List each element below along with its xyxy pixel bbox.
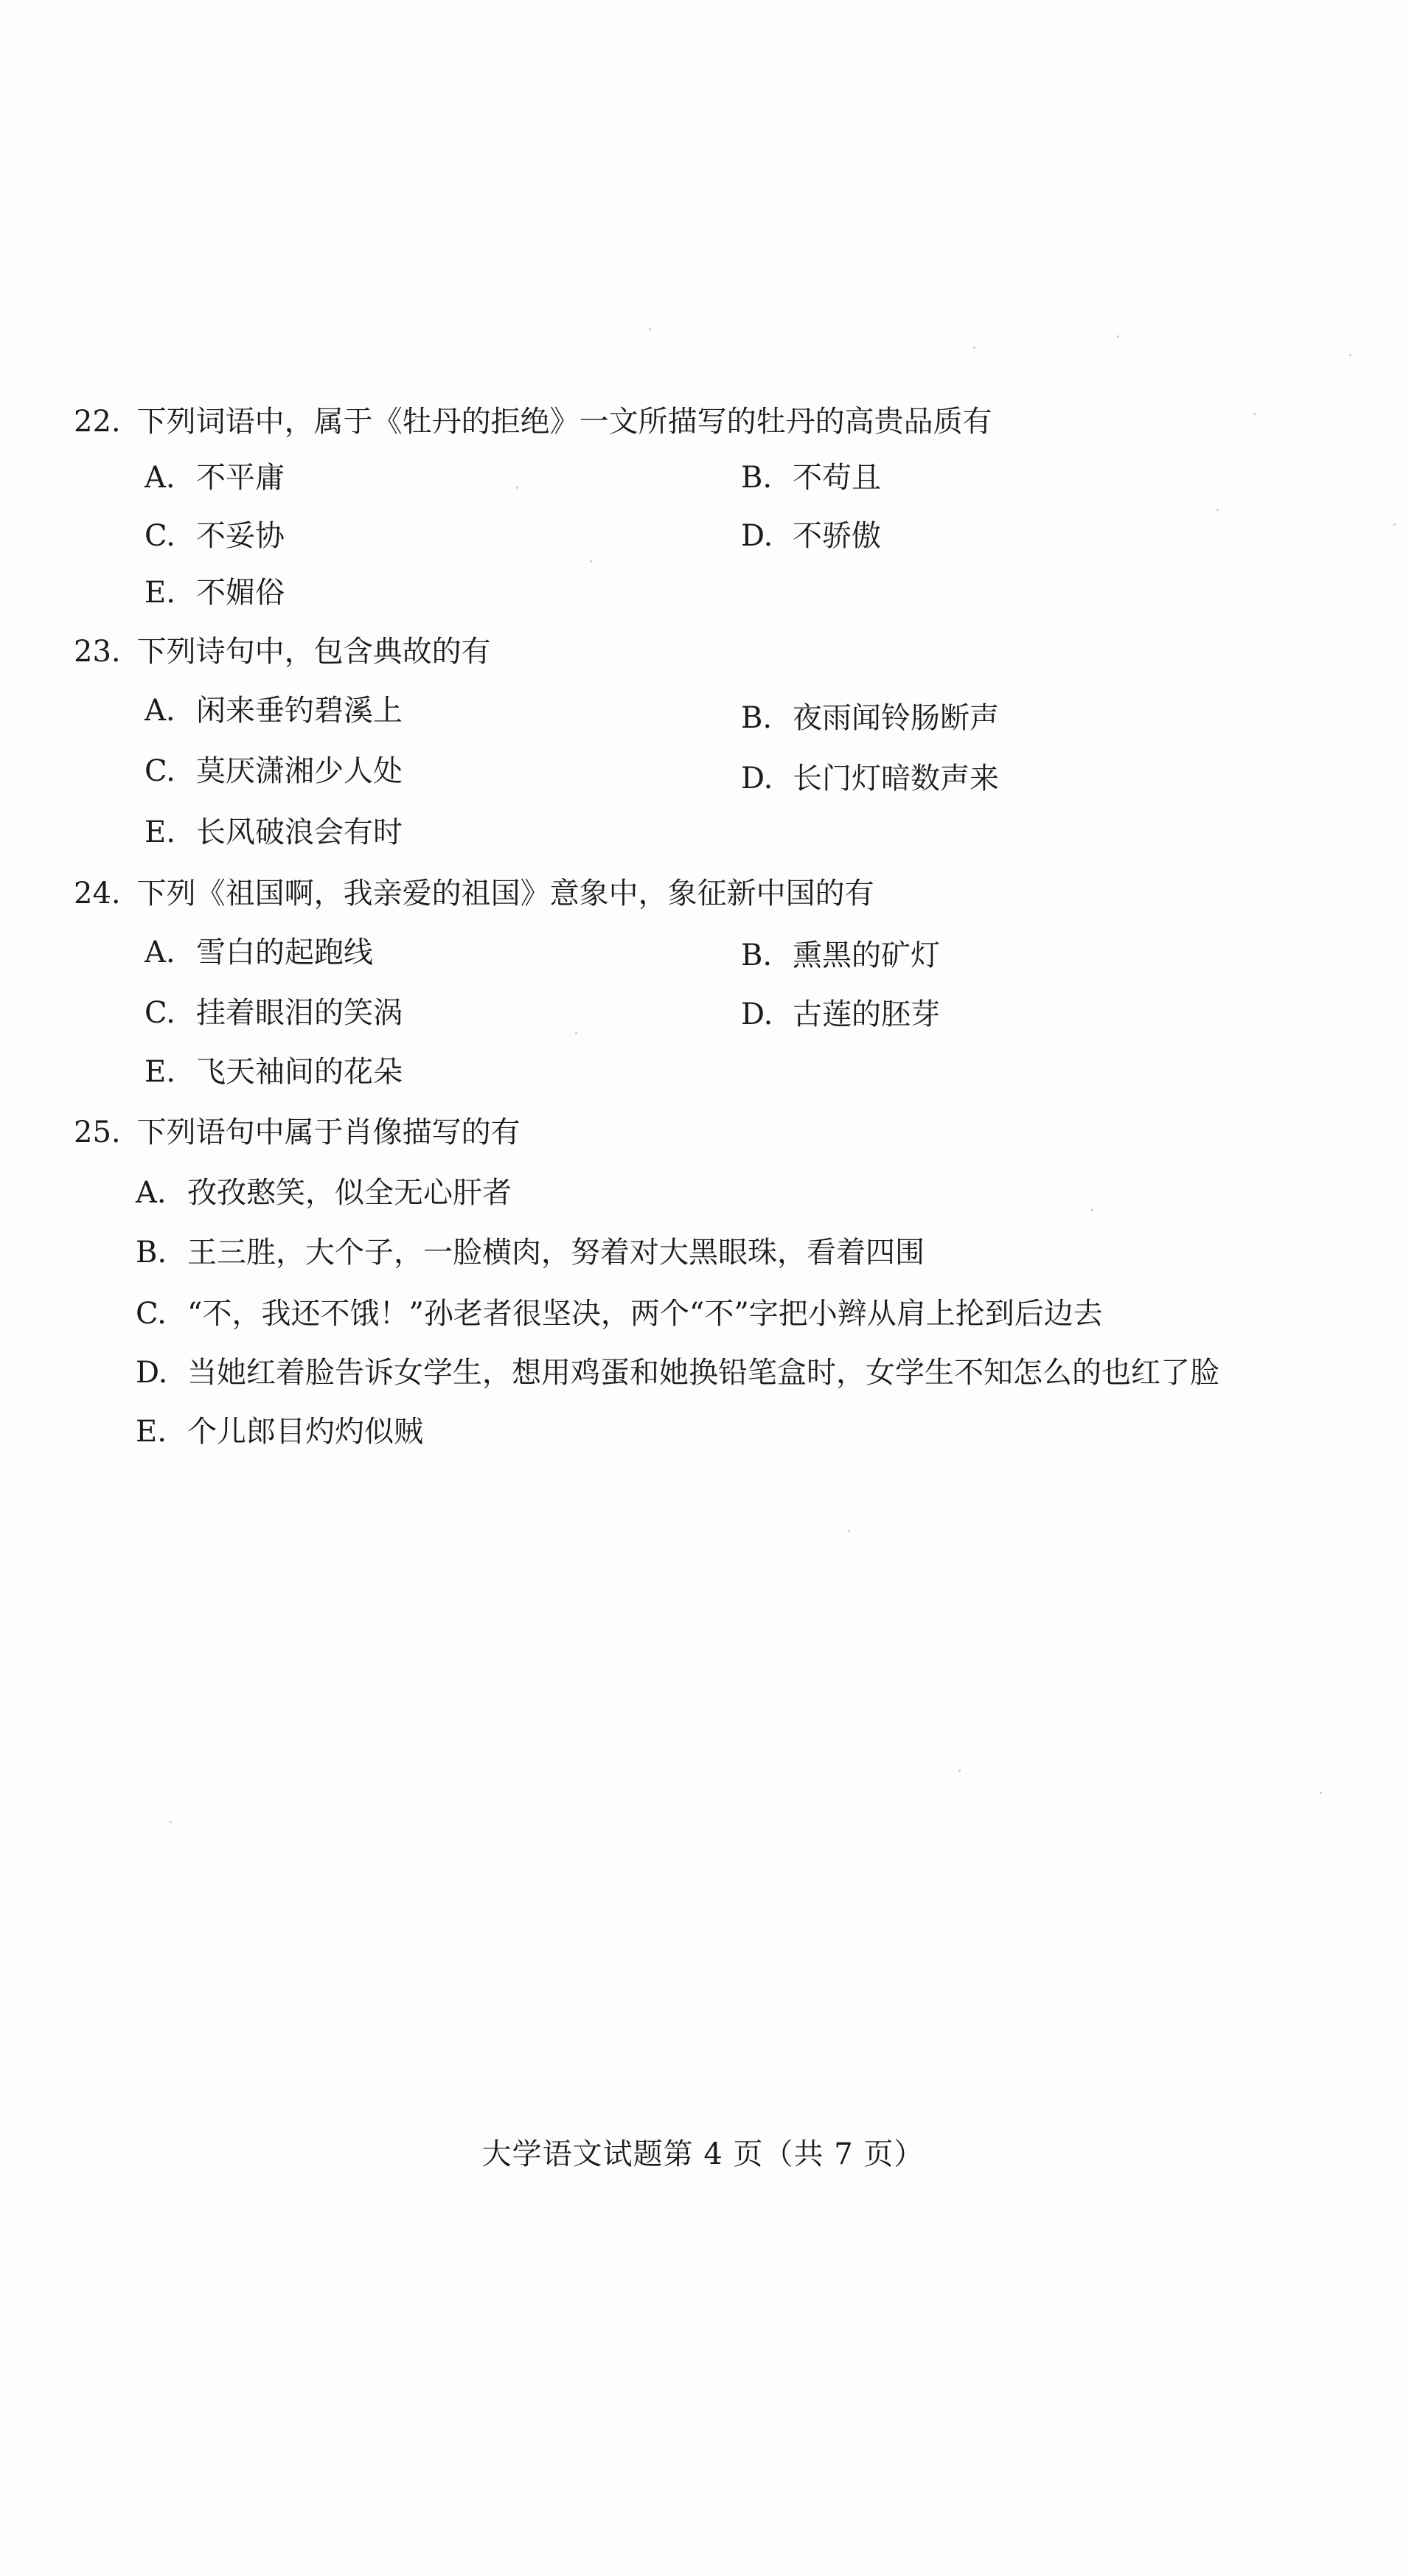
option-b: [741, 700, 999, 736]
question-text: 下列《祖国啊，我亲爱的祖国》意象中，象征新中国的有: [136, 877, 874, 911]
scan-speck: [1217, 509, 1219, 511]
option-c: [145, 995, 403, 1031]
option-text: 不妥协: [196, 519, 285, 553]
option-letter: B.: [741, 701, 773, 735]
option-c: [145, 753, 403, 789]
option-text: 王三胜，大个子，一脸横肉，努着对大黑眼珠，看着四围: [187, 1236, 925, 1270]
option-letter: B.: [136, 1236, 167, 1270]
option-letter: B.: [741, 461, 773, 495]
option-c: [136, 1296, 1103, 1331]
option-letter: D.: [741, 998, 773, 1031]
scan-speck: [848, 1530, 850, 1532]
option-a: [145, 935, 373, 970]
question-number: 23.: [74, 635, 121, 669]
option-b: [741, 460, 881, 495]
option-letter: D.: [136, 1356, 168, 1390]
option-e: [145, 575, 285, 610]
option-c: [145, 518, 285, 554]
scan-speck: [1320, 1792, 1322, 1794]
scan-speck: [958, 1769, 961, 1772]
option-text: “不，我还不饿！”孙老者很坚决，两个“不”字把小辫从肩上抡到后边去: [187, 1297, 1103, 1331]
scan-speck: [1253, 413, 1256, 415]
scan-speck: [1393, 523, 1396, 526]
option-text: 不苟且: [793, 461, 881, 495]
scan-speck: [170, 1821, 172, 1823]
option-text: 孜孜憨笑，似全无心肝者: [187, 1176, 512, 1210]
option-letter: A.: [136, 1176, 167, 1210]
scan-speck: [1349, 354, 1351, 356]
option-text: 长门灯暗数声来: [793, 762, 999, 796]
question-number: 24.: [74, 877, 121, 911]
option-e: [136, 1414, 423, 1449]
option-d: [741, 997, 940, 1032]
question-stem: [74, 404, 992, 439]
option-letter: A.: [145, 461, 175, 495]
question-text: 下列诗句中，包含典故的有: [136, 635, 491, 669]
question-number: 22.: [74, 405, 121, 439]
option-text: 不骄傲: [793, 519, 881, 553]
option-letter: E.: [136, 1415, 167, 1449]
option-e: [145, 815, 403, 850]
option-text: 挂着眼泪的笑涡: [196, 996, 403, 1030]
option-text: 飞天袖间的花朵: [196, 1055, 403, 1089]
scan-speck: [973, 347, 975, 349]
option-text: 不媚俗: [196, 576, 285, 610]
option-text: 当她红着脸告诉女学生，想用鸡蛋和她换铅笔盒时，女学生不知怎么的也红了脸: [187, 1356, 1219, 1390]
option-b: [741, 938, 940, 973]
option-letter: C.: [145, 754, 175, 788]
option-text: 古莲的胚芽: [793, 998, 940, 1031]
scan-speck: [1091, 1209, 1093, 1211]
option-letter: B.: [741, 939, 773, 972]
option-letter: C.: [136, 1297, 167, 1331]
option-text: 雪白的起跑线: [196, 936, 373, 970]
option-a: [145, 693, 403, 728]
option-a: [145, 460, 285, 495]
option-d: [136, 1355, 1219, 1390]
scan-speck: [1117, 335, 1119, 338]
question-text: 下列词语中，属于《牡丹的拒绝》一文所描写的牡丹的高贵品质有: [136, 405, 992, 439]
option-letter: A.: [145, 694, 175, 728]
option-text: 不平庸: [196, 461, 285, 495]
option-d: [741, 761, 999, 796]
option-b: [136, 1235, 925, 1270]
question-stem: [74, 876, 874, 911]
option-letter: A.: [145, 936, 175, 970]
option-text: 个儿郎目灼灼似贼: [187, 1415, 423, 1449]
option-letter: D.: [741, 519, 773, 553]
option-text: 熏黑的矿灯: [793, 939, 940, 972]
option-letter: C.: [145, 996, 175, 1030]
option-letter: E.: [145, 815, 175, 849]
option-text: 莫厌潇湘少人处: [196, 754, 403, 788]
option-text: 夜雨闻铃肠断声: [793, 701, 999, 735]
question-stem: [74, 634, 491, 669]
option-text: 闲来垂钓碧溪上: [196, 694, 403, 728]
option-a: [136, 1175, 512, 1211]
question-stem: [74, 1115, 521, 1150]
option-letter: C.: [145, 519, 175, 553]
option-e: [145, 1054, 403, 1090]
question-number: 25.: [74, 1115, 121, 1149]
scan-speck: [575, 1032, 577, 1034]
option-text: 长风破浪会有时: [196, 815, 403, 849]
option-letter: E.: [145, 1055, 175, 1089]
option-letter: E.: [145, 576, 175, 610]
question-text: 下列语句中属于肖像描写的有: [136, 1115, 521, 1149]
scan-speck: [590, 560, 592, 563]
page-footer: 大学语文试题第 4 页（共 7 页）: [481, 2137, 925, 2171]
option-d: [741, 518, 881, 554]
option-letter: D.: [741, 762, 773, 796]
scan-speck: [516, 487, 518, 489]
scan-speck: [649, 328, 651, 330]
